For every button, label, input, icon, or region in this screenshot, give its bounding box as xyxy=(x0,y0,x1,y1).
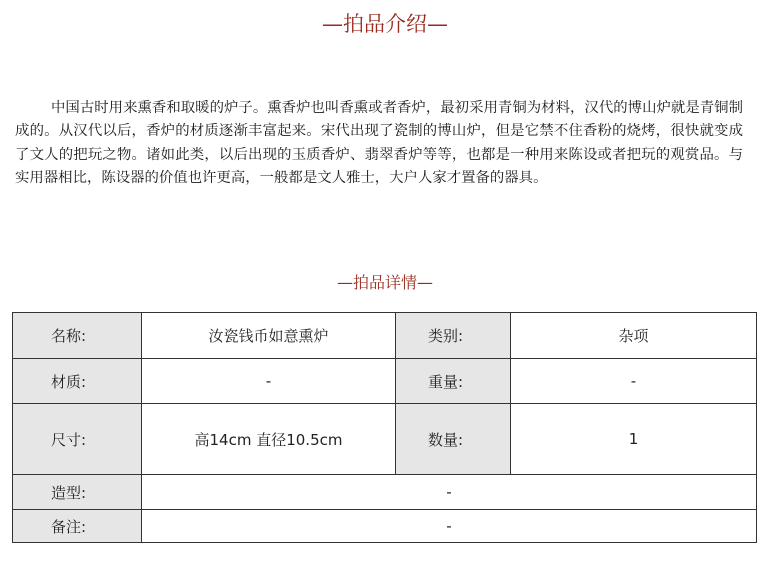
weight-value: - xyxy=(511,359,757,404)
shape-label: 造型: xyxy=(13,475,142,510)
table-row-shape xyxy=(13,475,757,510)
intro-title: —拍品介绍— xyxy=(322,12,448,36)
quantity-label: 数量: xyxy=(396,404,511,475)
details-table xyxy=(12,312,757,543)
table-row-name xyxy=(13,313,757,359)
shape-value: - xyxy=(142,475,757,510)
material-label: 材质: xyxy=(13,359,142,404)
size-label: 尺寸: xyxy=(13,404,142,475)
weight-label: 重量: xyxy=(396,359,511,404)
material-value: - xyxy=(142,359,396,404)
table-row-size xyxy=(13,404,757,475)
table-row-remarks xyxy=(13,510,757,543)
category-label: 类别: xyxy=(396,313,511,359)
remarks-value: - xyxy=(142,510,757,543)
name-label: 名称: xyxy=(13,313,142,359)
name-value: 汝瓷钱币如意熏炉 xyxy=(142,313,396,359)
category-value: 杂项 xyxy=(511,313,757,359)
quantity-value: 1 xyxy=(511,404,757,475)
remarks-label: 备注: xyxy=(13,510,142,543)
size-value: 高14cm 直径10.5cm xyxy=(142,404,396,475)
table-row-material xyxy=(13,359,757,404)
intro-paragraph: 中国古时用来熏香和取暖的炉子。熏香炉也叫香熏或者香炉，最初采用青铜为材料，汉代的博山炉就是青铜制成的。从汉代以后，香炉的材质逐渐丰富起来。宋代出现了瓷制的博山炉，但是它禁不住香粉的烧烤，很快就变成了文人的把玩之物。诸如此类，以后出现的玉质香炉、翡翠香炉等等，也都是一种用来陈设或者把玩的观赏品。与实用器相比，陈设器的价值也许更高，一般都是文人雅士，大户人家才置备的器具。 xyxy=(15,100,743,186)
details-title: —拍品详情— xyxy=(336,273,433,292)
